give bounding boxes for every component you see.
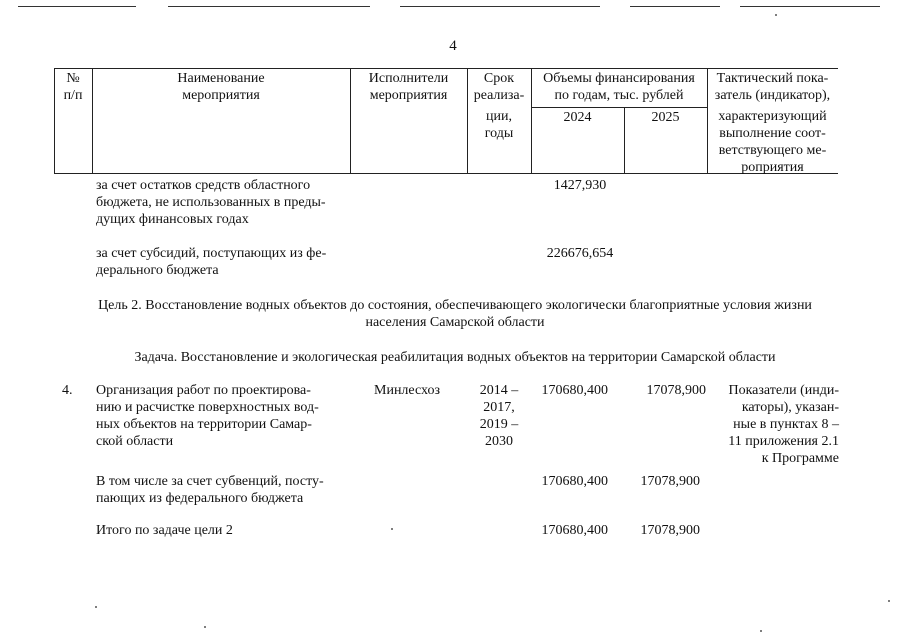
row-total-text: Итого по задаче цели 2 xyxy=(96,523,233,538)
header-year-2025: 2025 xyxy=(651,110,680,125)
row-total-value-2024: 170680,400 xyxy=(541,523,608,538)
scan-speck xyxy=(760,630,762,632)
scan-speck xyxy=(391,528,393,530)
scan-speck xyxy=(95,606,97,608)
item-4-text: Организация работ по проектирова- нию и расчистке поверхностных вод- ных объектов на территории Самар- ской области xyxy=(96,383,319,449)
header-indicator: Тактический пока- затель (индикатор), характеризующий выполнение соот- ветствующего ме- роприятия xyxy=(714,71,831,175)
scan-speck xyxy=(204,626,206,628)
header-name: Наименование мероприятия xyxy=(177,71,265,103)
row-including-value-2024: 170680,400 xyxy=(541,474,608,489)
scan-edge-line xyxy=(740,6,880,7)
row-subsidy-value: 226676,654 xyxy=(546,246,614,261)
scan-edge-line xyxy=(168,6,370,7)
row-total-value-2025: 17078,900 xyxy=(640,523,700,538)
task-heading: Задача. Восстановление и экологическая реабилитация водных объектов на территории Самарской области xyxy=(134,350,776,365)
page-number: 4 xyxy=(449,38,457,54)
header-term: Срок реализа- ции, годы xyxy=(473,71,525,141)
goal-2-heading: Цель 2. Восстановление водных объектов до состояния, обеспечивающего экологически благоприятные условия жизни населения Самарской области xyxy=(98,298,812,330)
row-including-value-2025: 17078,900 xyxy=(640,474,700,489)
header-number: № п/п xyxy=(63,71,83,103)
scan-speck xyxy=(775,14,777,16)
row-including-text: В том числе за счет субвенций, посту- пающих из федерального бюджета xyxy=(96,474,324,506)
item-4-term: 2014 – 2017, 2019 – 2030 xyxy=(479,383,519,449)
row-subsidy-text: за счет субсидий, поступающих из фе- дерального бюджета xyxy=(96,246,327,278)
item-4-value-2025: 17078,900 xyxy=(646,383,706,398)
item-4-value-2024: 170680,400 xyxy=(541,383,608,398)
scan-speck xyxy=(888,600,890,602)
header-financing: Объемы финансирования по годам, тыс. рублей xyxy=(543,71,695,103)
scan-edge-line xyxy=(18,6,136,7)
row-residual-text: за счет остатков средств областного бюджета, не использованных в преды- дущих финансовых годах xyxy=(96,178,326,227)
scan-edge-line xyxy=(400,6,600,7)
header-year-2024: 2024 xyxy=(563,110,592,125)
row-residual-value: 1427,930 xyxy=(553,178,607,193)
item-4-indicator: Показатели (инди- каторы), указан- ные в пунктах 8 – 11 приложения 2.1 к Программе xyxy=(728,383,839,466)
table-header xyxy=(54,68,838,174)
scan-edge-line xyxy=(630,6,720,7)
header-executors: Исполнители мероприятия xyxy=(368,71,449,103)
item-4-number: 4. xyxy=(62,383,73,398)
item-4-executor: Минлесхоз xyxy=(374,383,441,398)
